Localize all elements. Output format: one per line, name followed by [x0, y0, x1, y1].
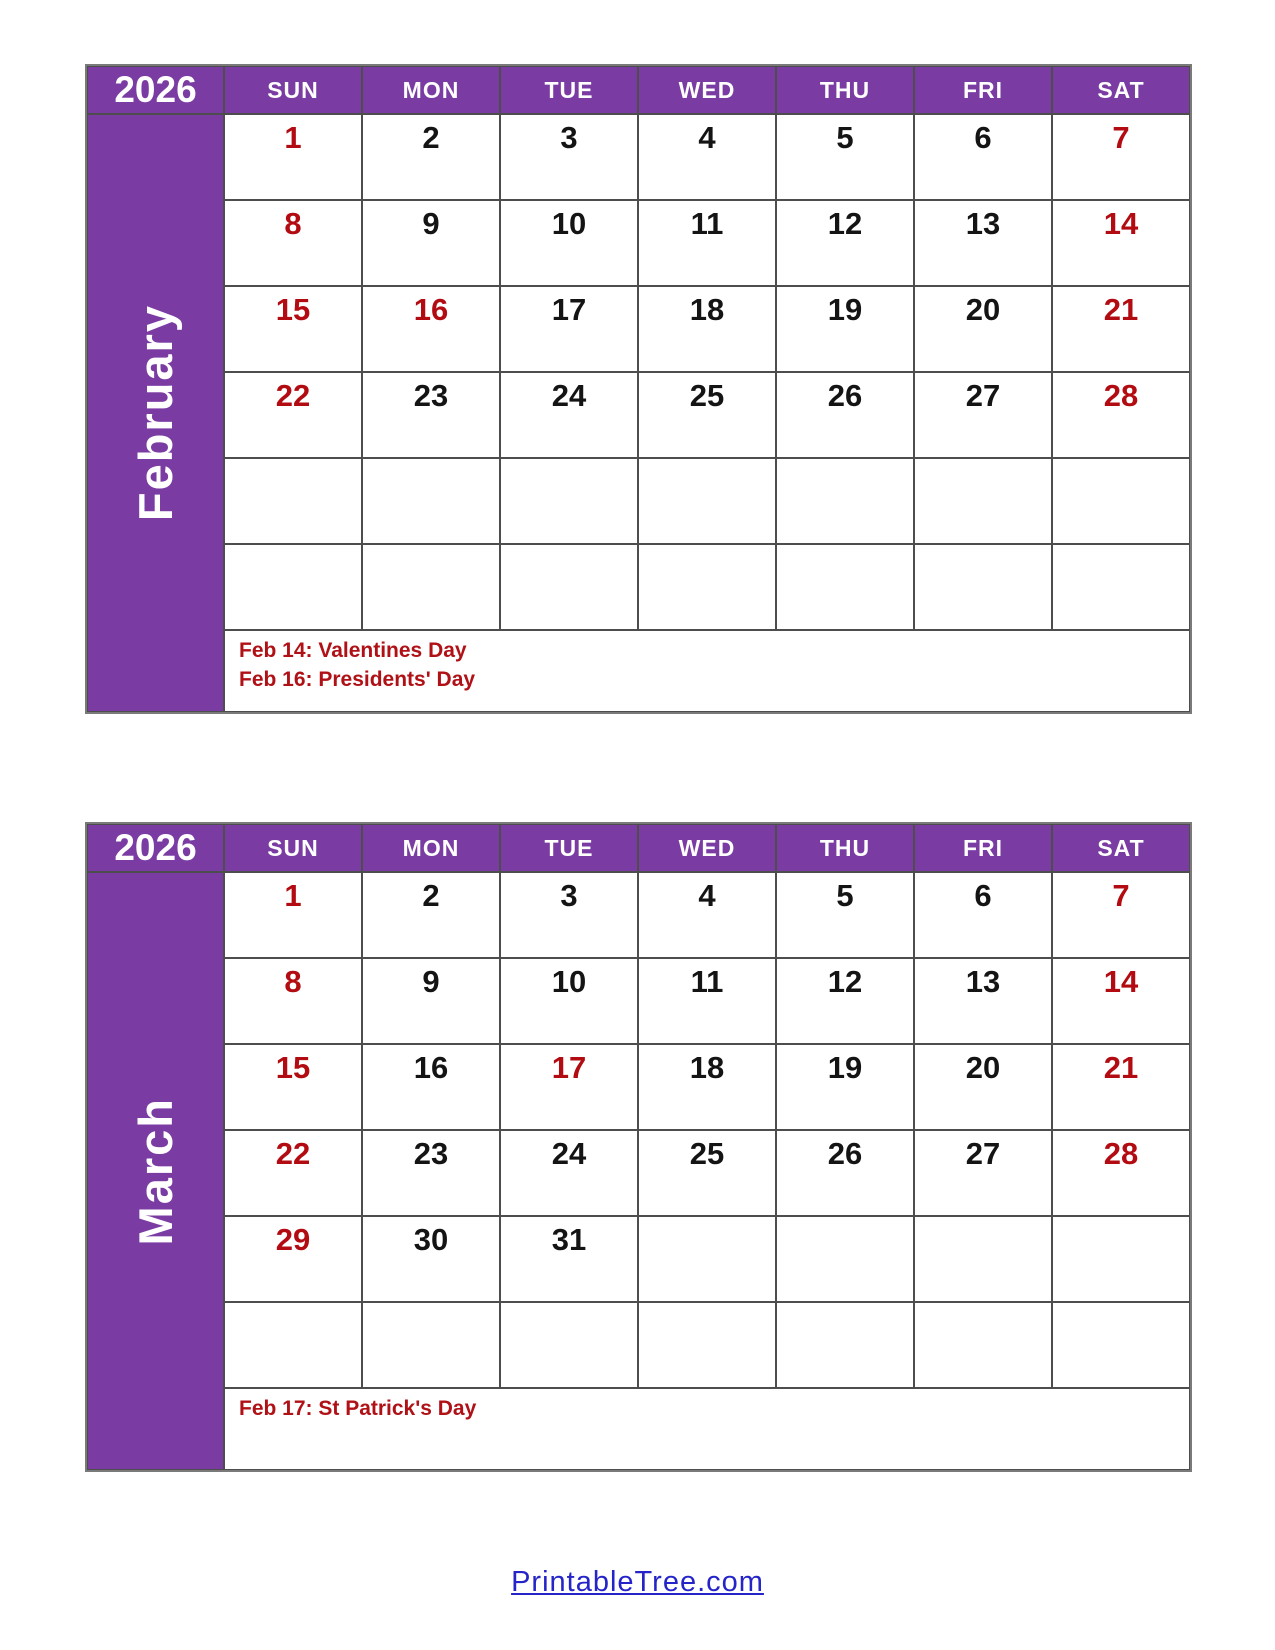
day-cell-empty — [1052, 1302, 1190, 1388]
day-cell — [914, 114, 1052, 200]
day-cell — [1052, 872, 1190, 958]
day-cell — [638, 286, 776, 372]
day-cell — [224, 286, 362, 372]
day-number: 7 — [1112, 878, 1130, 913]
day-number: 13 — [965, 964, 1001, 999]
day-cell — [776, 114, 914, 200]
day-cell — [500, 958, 638, 1044]
day-cell-empty — [500, 1302, 638, 1388]
day-cell — [776, 872, 914, 958]
day-number: 23 — [413, 378, 449, 413]
day-cell — [362, 1216, 500, 1302]
weekday-header-wed: WED — [638, 66, 776, 114]
day-cell-empty — [776, 544, 914, 630]
day-number: 10 — [551, 206, 587, 241]
day-number: 10 — [551, 964, 587, 999]
weekday-header-sun: SUN — [224, 824, 362, 872]
day-cell-empty — [638, 458, 776, 544]
holiday-note: Feb 14: Valentines Day — [239, 639, 467, 662]
day-number: 18 — [689, 1050, 725, 1085]
day-number: 28 — [1103, 1136, 1139, 1171]
weekday-header-mon: MON — [362, 66, 500, 114]
day-cell — [776, 286, 914, 372]
day-cell-empty — [362, 1302, 500, 1388]
day-cell — [500, 872, 638, 958]
day-number: 1 — [284, 120, 302, 155]
day-cell — [362, 1130, 500, 1216]
day-number: 30 — [413, 1222, 449, 1257]
day-cell — [914, 872, 1052, 958]
day-number: 2 — [422, 120, 440, 155]
day-cell — [638, 200, 776, 286]
day-cell — [500, 1044, 638, 1130]
day-cell-empty — [914, 1216, 1052, 1302]
day-number: 27 — [965, 1136, 1001, 1171]
day-cell — [638, 372, 776, 458]
day-cell — [500, 286, 638, 372]
day-cell-empty — [914, 458, 1052, 544]
day-cell-empty — [362, 458, 500, 544]
weekday-header-tue: TUE — [500, 824, 638, 872]
holiday-note: Feb 17: St Patrick's Day — [239, 1397, 477, 1420]
weekday-header-wed: WED — [638, 824, 776, 872]
day-cell — [500, 114, 638, 200]
day-number: 23 — [413, 1136, 449, 1171]
day-number: 15 — [275, 292, 311, 327]
day-cell — [776, 1044, 914, 1130]
day-cell-empty — [776, 458, 914, 544]
day-number: 26 — [827, 1136, 863, 1171]
day-number: 7 — [1112, 120, 1130, 155]
day-number: 21 — [1103, 292, 1139, 327]
day-cell — [638, 114, 776, 200]
day-cell — [914, 958, 1052, 1044]
day-cell — [224, 958, 362, 1044]
day-cell-empty — [638, 544, 776, 630]
day-cell — [224, 372, 362, 458]
calendar-grid — [85, 64, 1192, 714]
day-cell-empty — [776, 1216, 914, 1302]
day-cell-empty — [914, 544, 1052, 630]
day-number: 9 — [422, 206, 440, 241]
day-cell-empty — [1052, 544, 1190, 630]
weekday-header-thu: THU — [776, 66, 914, 114]
day-number: 19 — [827, 292, 863, 327]
holiday-notes — [224, 1388, 1190, 1470]
day-number: 18 — [689, 292, 725, 327]
holiday-note: Feb 16: Presidents' Day — [239, 668, 476, 692]
day-number: 6 — [974, 120, 992, 155]
day-cell — [914, 1130, 1052, 1216]
day-number: 20 — [965, 292, 1001, 327]
year-header: 2026 — [87, 66, 224, 114]
month-name: February — [129, 304, 182, 522]
day-number: 24 — [551, 1136, 587, 1171]
day-number: 12 — [827, 964, 863, 999]
day-cell — [224, 1130, 362, 1216]
day-cell — [362, 286, 500, 372]
day-number: 11 — [690, 964, 724, 999]
day-number: 16 — [413, 1050, 449, 1085]
day-number: 20 — [965, 1050, 1001, 1085]
day-cell — [362, 958, 500, 1044]
day-cell — [1052, 286, 1190, 372]
day-cell — [224, 1044, 362, 1130]
month-sidebar — [87, 872, 224, 1470]
day-number: 8 — [284, 206, 302, 241]
day-number: 16 — [413, 292, 449, 327]
day-cell-empty — [1052, 1216, 1190, 1302]
day-number: 4 — [698, 120, 716, 155]
day-cell-empty — [362, 544, 500, 630]
day-cell — [1052, 372, 1190, 458]
day-cell — [500, 372, 638, 458]
day-number: 25 — [689, 378, 725, 413]
day-cell-empty — [1052, 458, 1190, 544]
day-number: 6 — [974, 878, 992, 913]
day-cell-empty — [638, 1216, 776, 1302]
day-cell — [1052, 958, 1190, 1044]
day-number: 13 — [965, 206, 1001, 241]
day-cell — [776, 200, 914, 286]
weekday-header-sat: SAT — [1052, 824, 1190, 872]
day-number: 24 — [551, 378, 587, 413]
day-cell-empty — [224, 1302, 362, 1388]
month-sidebar — [87, 114, 224, 712]
day-cell-empty — [638, 1302, 776, 1388]
day-cell-empty — [500, 544, 638, 630]
day-cell-empty — [914, 1302, 1052, 1388]
day-cell — [776, 958, 914, 1044]
day-number: 26 — [827, 378, 863, 413]
day-number: 3 — [560, 878, 578, 913]
weekday-header-sat: SAT — [1052, 66, 1190, 114]
weekday-header-thu: THU — [776, 824, 914, 872]
weekday-header-sun: SUN — [224, 66, 362, 114]
day-cell — [362, 372, 500, 458]
day-number: 9 — [422, 964, 440, 999]
day-cell — [362, 1044, 500, 1130]
weekday-header-mon: MON — [362, 824, 500, 872]
day-cell — [638, 958, 776, 1044]
day-number: 19 — [827, 1050, 863, 1085]
holiday-notes — [224, 630, 1190, 712]
day-number: 3 — [560, 120, 578, 155]
day-cell — [500, 200, 638, 286]
day-cell — [224, 114, 362, 200]
day-cell — [224, 200, 362, 286]
calendar-february — [85, 64, 1192, 714]
day-cell — [638, 1044, 776, 1130]
day-number: 21 — [1103, 1050, 1139, 1085]
day-cell — [1052, 1044, 1190, 1130]
calendar-march — [85, 822, 1192, 1472]
day-cell — [776, 372, 914, 458]
day-number: 14 — [1103, 206, 1139, 241]
weekday-header-fri: FRI — [914, 824, 1052, 872]
day-cell-empty — [500, 458, 638, 544]
day-number: 22 — [275, 378, 311, 413]
day-number: 31 — [551, 1222, 587, 1257]
day-number: 17 — [551, 292, 587, 327]
day-number: 12 — [827, 206, 863, 241]
day-number: 27 — [965, 378, 1001, 413]
day-cell — [1052, 114, 1190, 200]
day-cell — [362, 872, 500, 958]
day-number: 2 — [422, 878, 440, 913]
day-cell-empty — [776, 1302, 914, 1388]
day-number: 1 — [284, 878, 302, 913]
weekday-header-tue: TUE — [500, 66, 638, 114]
day-number: 14 — [1103, 964, 1139, 999]
calendar-grid — [85, 822, 1192, 1472]
weekday-header-fri: FRI — [914, 66, 1052, 114]
day-cell — [1052, 1130, 1190, 1216]
day-cell — [776, 1130, 914, 1216]
day-cell — [224, 872, 362, 958]
day-number: 5 — [836, 120, 854, 155]
year-header: 2026 — [87, 824, 224, 872]
printabletree-link[interactable]: PrintableTree.com — [511, 1566, 764, 1598]
day-cell — [362, 114, 500, 200]
footer — [0, 1566, 1275, 1599]
day-cell — [638, 1130, 776, 1216]
month-name: March — [129, 1096, 182, 1246]
day-cell — [914, 1044, 1052, 1130]
day-number: 22 — [275, 1136, 311, 1171]
day-cell-empty — [224, 544, 362, 630]
day-cell — [362, 200, 500, 286]
day-number: 11 — [690, 206, 724, 241]
day-cell — [638, 872, 776, 958]
day-cell — [500, 1130, 638, 1216]
day-cell-empty — [224, 458, 362, 544]
day-number: 15 — [275, 1050, 311, 1085]
day-number: 29 — [275, 1222, 311, 1257]
day-number: 28 — [1103, 378, 1139, 413]
day-cell — [914, 372, 1052, 458]
day-cell — [224, 1216, 362, 1302]
day-number: 17 — [551, 1050, 587, 1085]
day-cell — [500, 1216, 638, 1302]
day-cell — [914, 200, 1052, 286]
day-cell — [1052, 200, 1190, 286]
day-number: 25 — [689, 1136, 725, 1171]
day-number: 5 — [836, 878, 854, 913]
day-cell — [914, 286, 1052, 372]
day-number: 8 — [284, 964, 302, 999]
day-number: 4 — [698, 878, 716, 913]
